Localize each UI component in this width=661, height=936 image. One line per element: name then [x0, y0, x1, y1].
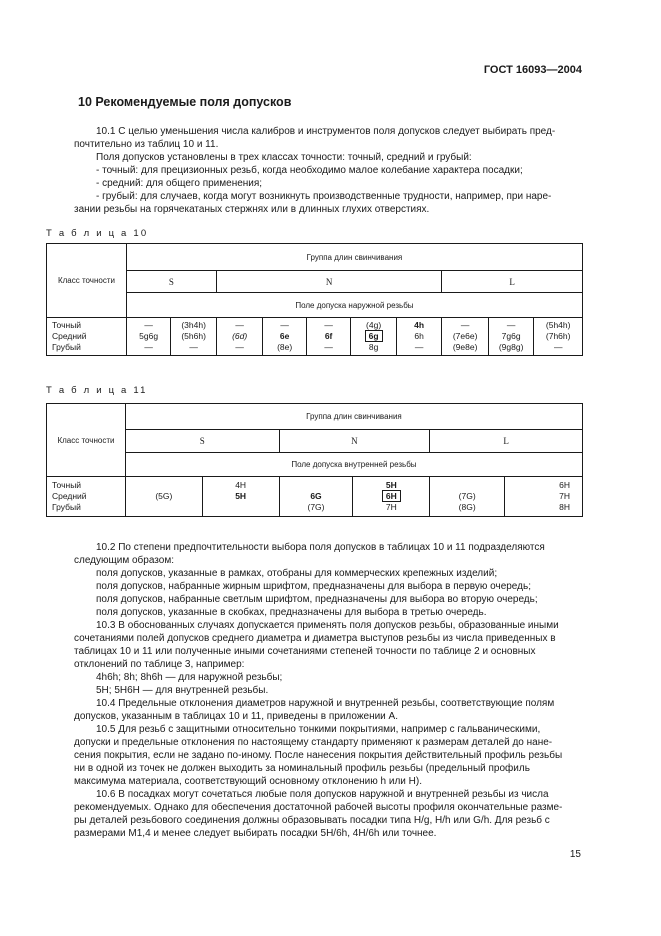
tolerance-value: (8G) — [458, 502, 476, 512]
tolerance-value: — — [189, 342, 198, 352]
group-header-cell — [126, 244, 582, 271]
section-title: 10 Рекомендуемые поля допусков — [78, 95, 292, 109]
tolerance-value — [126, 502, 202, 513]
paragraph-10-1 — [74, 125, 583, 216]
tolerance-value: 4H — [235, 480, 247, 490]
tolerance-value: (7G) — [307, 502, 325, 512]
tolerance-value: 6G — [310, 491, 322, 501]
tolerance-value: — — [280, 320, 289, 330]
text-line: 10.6 В посадках могут сочетаться любые поля допусков наружной и внутренней резьбы из числа — [96, 789, 549, 800]
text-line: размерами M1,4 и менее следует выбирать посадки 5H/6h, 4H/6h или точнее. — [74, 828, 437, 839]
tolerance-value: — — [144, 320, 153, 330]
tolerance-value: 6h — [414, 331, 424, 341]
paragraphs-10-2-to-10-6 — [74, 541, 583, 840]
tolerance-cell — [279, 477, 353, 517]
tolerance-value — [126, 480, 202, 491]
row-labels — [47, 318, 127, 356]
tolerance-value: 5g6g — [139, 331, 159, 341]
tolerance-cell — [202, 477, 279, 517]
tolerance-value: 6f — [324, 331, 333, 341]
text-line: 10.4 Предельные отклонения диаметров наружной и внутренней резьбы, соответствующие полям — [96, 698, 555, 709]
field-header-cell — [126, 293, 582, 318]
tolerance-value: (7G) — [458, 491, 476, 501]
text-line: ни в одной из точек не должен выходить за номинальный профиль резьбы (предельный профиль — [74, 763, 530, 774]
group-n: N — [279, 430, 430, 453]
tolerance-value: (4g) — [366, 320, 382, 330]
tolerance-cell — [488, 318, 534, 356]
text-line: 4h6h; 8h; 8h6h — для наружной резьбы; — [96, 672, 283, 683]
tolerance-value: — — [506, 320, 516, 330]
tolerance-cell — [263, 318, 306, 356]
text-line: допуски и предельные отклонения по настоящему стандарту применяют к размерам деталей до нане- — [74, 737, 553, 748]
tolerance-value: 7H — [559, 491, 570, 501]
text-line: 10.1 С целью уменьшения числа калибров и инструментов поля допусков следует выбирать пред- — [96, 126, 556, 137]
class-header-cell — [47, 244, 127, 318]
text-line: поля допусков, набранные жирным шрифтом, предназначены для выбора в первую очередь; — [96, 581, 531, 592]
tolerance-value: — — [414, 342, 424, 352]
tolerance-cell — [126, 318, 170, 356]
tolerance-value: (5h6h) — [181, 331, 206, 341]
group-header: Группа длин свинчивания — [306, 252, 403, 262]
text-line: следующим образом: — [74, 555, 174, 566]
text-line: сения покрытия, если не задано по-иному. После нанесения покрытия действительный профиль резьбы — [74, 750, 563, 761]
tolerance-value: 7H — [385, 502, 397, 512]
tolerance-value-boxed: 6H — [382, 490, 401, 502]
tolerance-value: 6H — [559, 480, 570, 490]
field-header-cell — [125, 453, 582, 477]
text-line: отклонений по таблице 3, например: — [74, 659, 245, 670]
text-line: 10.3 В обоснованных случаях допускается применять поля допусков резьбы, образованные иными — [96, 620, 559, 631]
row-label: Точный — [52, 320, 82, 330]
tolerance-value: (7e6e) — [452, 331, 478, 341]
tolerance-value — [280, 480, 353, 491]
tolerance-value: (5h4h) — [545, 320, 571, 330]
tolerance-value: — — [144, 342, 153, 352]
tolerance-cell — [534, 318, 583, 356]
page-number: 15 — [569, 849, 581, 860]
tolerance-value: — — [235, 342, 244, 352]
group-header-cell — [125, 404, 582, 430]
tolerance-cell — [505, 477, 583, 517]
text-line: почтительно из таблиц 10 и 11. — [74, 139, 219, 150]
tolerance-cell — [216, 318, 263, 356]
row-label: Средний — [52, 331, 87, 341]
class-header: Класс точности — [57, 435, 115, 445]
class-header-cell — [47, 404, 126, 477]
document-id: ГОСТ 16093—2004 — [483, 64, 582, 76]
text-line: поля допусков, указанные в рамках, отобраны для коммерческих крепежных изделий; — [96, 568, 498, 579]
tolerance-value-boxed: 6g — [365, 330, 383, 342]
text-line: рекомендуемых. Однако для обеспечения достаточной рабочей высоты профиля окончательные разме- — [74, 802, 563, 813]
tolerance-value: — — [553, 342, 563, 352]
tolerance-value: 7g6g — [501, 331, 521, 341]
tolerance-value: 5H — [385, 480, 397, 490]
group-header: Группа длин свинчивания — [306, 412, 402, 421]
field-header: Поле допуска наружной резьбы — [295, 300, 414, 310]
row-label: Грубый — [52, 502, 81, 512]
row-label: Средний — [52, 491, 87, 501]
text-line: 10.5 Для резьб с защитными относительно тонкими покрытиями, например с гальваническими, — [96, 724, 541, 735]
group-s: S — [126, 271, 216, 293]
text-line: ры деталей резьбового соединения должны образовывать посадки типа H/g, H/h или G/h. Для резьб с — [74, 815, 550, 826]
text-line: Поля допусков установлены в трех классах точности: точный, средний и грубый: — [96, 152, 472, 163]
table-11 — [46, 403, 583, 517]
tolerance-value: (7h6h) — [545, 331, 571, 341]
tolerance-value: 8g — [368, 342, 379, 352]
group-l: L — [442, 271, 583, 293]
table-10-caption: Т а б л и ц а 10 — [46, 228, 149, 239]
tolerance-cell — [306, 318, 350, 356]
tolerance-value: — — [235, 320, 244, 330]
text-line: 10.2 По степени предпочтительности выбора поля допусков в таблицах 10 и 11 подразделяются — [96, 542, 545, 553]
group-l: L — [430, 430, 583, 453]
row-label: Грубый — [52, 342, 81, 352]
text-line: таблицах 10 и 11 или полученные иными сочетаниями степеней точности по таблице 2 и основных — [74, 646, 536, 657]
tolerance-value: (8e) — [277, 342, 293, 352]
text-line: - средний: для общего применения; — [96, 178, 263, 189]
row-labels — [47, 477, 126, 517]
group-s: S — [125, 430, 279, 453]
tolerance-cell — [125, 477, 202, 517]
text-line: - точный: для прецизионных резьб, когда необходимо малое колебание характера посадки; — [96, 165, 523, 176]
tolerance-value: 8H — [559, 502, 570, 512]
tolerance-value: — — [324, 320, 333, 330]
text-line: допусков, указанным в таблицах 10 и 11, приведены в приложении А. — [74, 711, 398, 722]
tolerance-cell — [171, 318, 217, 356]
tolerance-cell — [430, 477, 505, 517]
text-line: поля допусков, набранные светлым шрифтом, предназначены для выбора во вторую очередь; — [96, 594, 538, 605]
tolerance-value: (5G) — [155, 491, 173, 501]
row-label: Точный — [52, 480, 82, 490]
tolerance-value: — — [460, 320, 470, 330]
text-line: сочетаниями полей допусков среднего диаметра и диаметра выступов резьбы из числа приведенных в — [74, 633, 556, 644]
class-header: Класс точности — [57, 276, 115, 285]
tolerance-value: 5H — [235, 491, 247, 501]
group-n: N — [216, 271, 441, 293]
tolerance-value: 4h — [414, 320, 425, 330]
tolerance-value: (9e8e) — [452, 342, 478, 352]
table-11-caption: Т а б л и ц а 11 — [46, 385, 148, 396]
tolerance-value — [430, 480, 504, 491]
tolerance-value — [203, 502, 279, 513]
tolerance-cell — [442, 318, 489, 356]
table-10 — [46, 243, 583, 356]
tolerance-value: 6e — [279, 331, 290, 341]
tolerance-cell — [353, 477, 430, 517]
text-line: максимума материала, соответствующий основному отклонению h или H). — [74, 776, 423, 787]
text-line: поля допусков, указанные в скобках, предназначены для выбора в третью очередь. — [96, 607, 487, 618]
field-header: Поле допуска внутренней резьбы — [291, 460, 417, 469]
tolerance-cell — [351, 318, 397, 356]
text-line: 5H; 5H6H — для внутренней резьбы. — [96, 685, 269, 696]
text-line: - грубый: для случаев, когда могут возникнуть производственные трудности, например, при наре- — [96, 191, 552, 202]
text-line: зании резьбы на горячекатаных стержнях или в длинных глухих отверстиях. — [74, 204, 430, 215]
tolerance-value: — — [324, 342, 333, 352]
tolerance-value: (9g8g) — [498, 342, 524, 352]
tolerance-value: (3h4h) — [181, 320, 206, 330]
tolerance-value: (6d) — [232, 331, 248, 341]
tolerance-cell — [396, 318, 442, 356]
